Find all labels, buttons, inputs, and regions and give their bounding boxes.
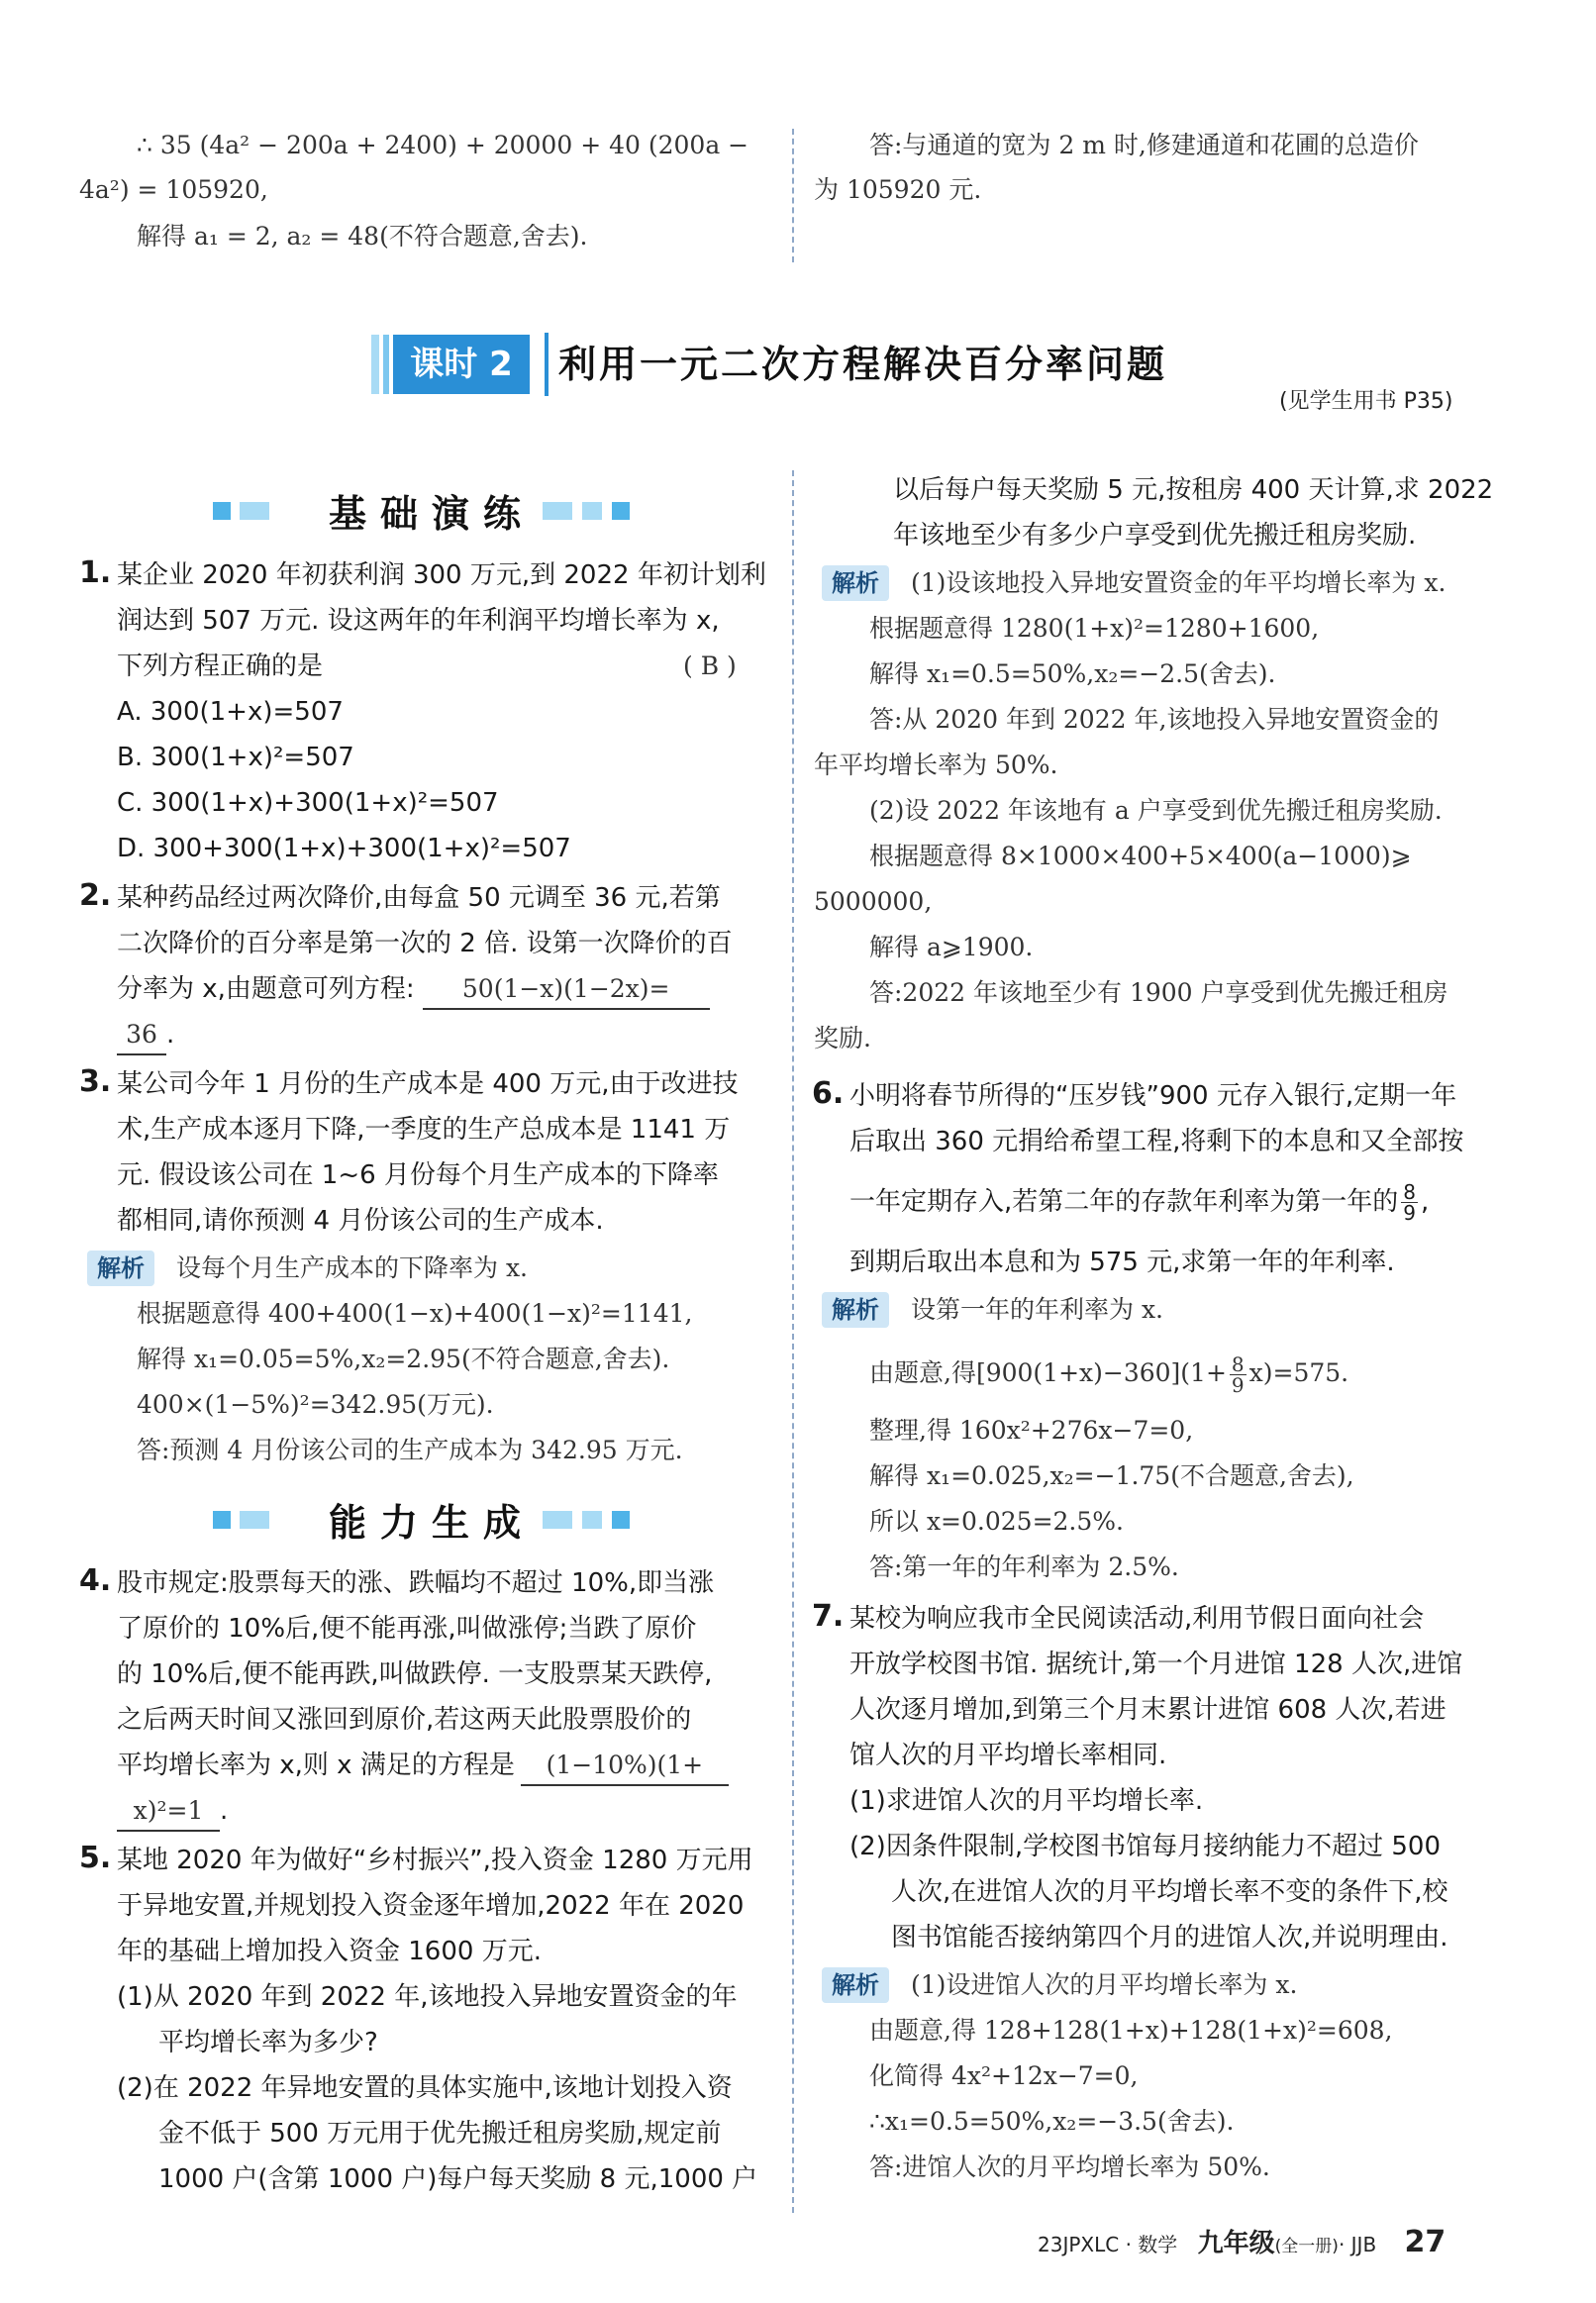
q5-sub2-line-2: 金不低于 500 万元用于优先搬迁租房奖励,规定前 [158,2119,722,2149]
q6-line-1: 小明将春节所得的“压岁钱”900 元存入银行,定期一年 [849,1081,1457,1111]
q6-solution-line-4: 答:第一年的年利率为 2.5%. [869,1552,1179,1581]
q6-analysis-tag: 解析 [822,1292,889,1328]
q6-solution-line-2: 解得 x₁=0.025,x₂=−1.75(不合题意,舍去), [869,1461,1354,1490]
q7-line-4: 馆人次的月平均增长率相同. [849,1741,1167,1770]
q6-solution-eq-c: x)=575. [1248,1358,1349,1387]
q5-analysis-tag: 解析 [822,565,889,601]
q4-line-1: 股市规定:股票每天的涨、跌幅均不超过 10%,即当涨 [117,1568,715,1598]
q1-answer: ( B ) [683,651,737,680]
q1-line-3: 下列方程正确的是 [117,651,324,681]
q6-line-2: 后取出 360 元捐给希望工程,将剩下的本息和又全部按 [849,1127,1464,1156]
q6-solution-first: 设第一年的年利率为 x. [911,1295,1163,1324]
q6-solution-eq-a: 由题意,得[900(1+x)−360] [869,1358,1181,1387]
q7-solution-line-3: ∴x₁=0.5=50%,x₂=−3.5(舍去). [869,2107,1235,2136]
q5-solution-first: (1)设该地投入异地安置资金的年平均增长率为 x. [911,568,1446,597]
q3-number: 3. [79,1064,112,1099]
q4-line-3: 的 10%后,便不能再跌,叫做跌停. 一支股票某天跌停, [117,1659,713,1689]
q5-solution-line-9: 答:2022 年该地至少有 1900 户享受到优先搬迁租房 [869,978,1448,1007]
q5-cont-line-2: 年该地至少有多少户享受到优先搬迁租房奖励. [893,521,1417,551]
q2-blank-2: 36 [117,1016,166,1055]
top-left-line-1: ∴ 35 (4a² − 200a + 2400) + 20000 + 40 (200a − [137,131,749,159]
q3-solution-line-4: 答:预测 4 月份该公司的生产成本为 342.95 万元. [137,1436,683,1464]
q7-solution-first: (1)设进馆人次的月平均增长率为 x. [911,1970,1298,1999]
q4-line-6 [117,1792,228,1832]
q6-solution-fraction [1230,1354,1247,1395]
lesson-title-bar [545,333,549,396]
q1-line-2: 润达到 507 万元. 设这两年的年利润平均增长率为 x, [117,606,720,636]
footer-code: 23JPXLC · 数学 [1038,2233,1178,2256]
q2-line-1: 某种药品经过两次降价,由每盒 50 元调至 36 元,若第 [117,883,721,913]
q2-line-2: 二次降价的百分率是第一次的 2 倍. 设第一次降价的百 [117,929,733,958]
q6-solution-fraction-denominator: 9 [1231,1373,1245,1397]
q6-line-3 [849,1182,1429,1223]
q5-line-1: 某地 2020 年为做好“乡村振兴”,投入资金 1280 万元用 [117,1846,753,1875]
q5-sub2-line-3: 1000 户(含第 1000 户)每户每天奖励 8 元,1000 户 [158,2164,758,2194]
q6-fraction-numerator: 8 [1403,1180,1416,1204]
q7-number: 7. [812,1599,845,1634]
q6-fraction-denominator: 9 [1403,1201,1416,1225]
q5-solution-line-8: 解得 a⩾1900. [869,933,1034,961]
q6-line-3-tail: , [1421,1187,1430,1217]
q4-line-4: 之后两天时间又涨回到原价,若这两天此股票股价的 [117,1705,692,1735]
q3-line-1: 某公司今年 1 月份的生产成本是 400 万元,由于改进技 [117,1069,739,1099]
q5-solution-line-10: 奖励. [814,1024,871,1052]
lesson-title: 利用一元二次方程解决百分率问题 [558,343,1168,386]
q7-sub2-line-3: 图书馆能否接纳第四个月的进馆人次,并说明理由. [891,1923,1448,1953]
q7-line-3: 人次逐月增加,到第三个月末累计进馆 608 人次,若进 [849,1695,1446,1725]
q2-line-4 [117,1016,174,1055]
page-number: 27 [1404,2225,1446,2259]
q7-sub1: (1)求进馆人次的月平均增长率. [849,1786,1204,1816]
top-left-line-2: 4a²) = 105920, [79,175,268,204]
q1-option-c: C. 300(1+x)+300(1+x)²=507 [117,788,499,818]
q5-solution-line-2: 解得 x₁=0.5=50%,x₂=−2.5(舍去). [869,659,1276,688]
q4-line-5-text: 平均增长率为 x,则 x 满足的方程是 [117,1751,515,1780]
q7-line-2: 开放学校图书馆. 据统计,第一个月进馆 128 人次,进馆 [849,1650,1463,1679]
q1-line-1: 某企业 2020 年初获利润 300 万元,到 2022 年初计划利 [117,560,766,590]
q7-sub2-line-1: (2)因条件限制,学校图书馆每月接纳能力不超过 500 [849,1832,1441,1861]
q3-line-4: 都相同,请你预测 4 月份该公司的生产成本. [117,1206,604,1236]
q6-line-3-text: 一年定期存入,若第二年的存款年利率为第一年的 [849,1187,1399,1217]
q6-line-4: 到期后取出本息和为 575 元,求第一年的年利率. [849,1248,1395,1277]
q7-sub2-line-2: 人次,在进馆人次的月平均增长率不变的条件下,校 [891,1877,1448,1907]
q3-solution-line-2: 解得 x₁=0.05=5%,x₂=2.95(不符合题意,舍去). [137,1345,670,1373]
q1-option-a: A. 300(1+x)=507 [117,697,344,727]
q2-line-3 [117,970,710,1010]
q7-solution-line-2: 化简得 4x²+12x−7=0, [869,2061,1139,2090]
footer-suffix: · JJB [1338,2233,1377,2256]
q4-line-5 [117,1747,729,1786]
main-column-divider [792,470,794,2213]
q3-solution-line-3: 400×(1−5%)²=342.95(万元). [137,1390,494,1419]
q3-line-2: 术,生产成本逐月下降,一季度的生产总成本是 1141 万 [117,1115,731,1145]
q6-number: 6. [812,1076,845,1111]
q2-line-3-text: 分率为 x,由题意可列方程: [117,974,415,1004]
footer-volume: (全一册) [1274,2237,1339,2256]
q5-solution-line-1: 根据题意得 1280(1+x)²=1280+1600, [869,614,1320,643]
lesson-badge-label: 课时 2 [393,335,530,394]
q6-solution-line-1: 整理,得 160x²+276x−7=0, [869,1416,1194,1445]
q5-line-3: 年的基础上增加投入资金 1600 万元. [117,1937,542,1966]
q6-fraction [1401,1182,1418,1223]
q6-solution-line-3: 所以 x=0.025=2.5%. [869,1507,1124,1536]
q7-solution-line-1: 由题意,得 128+128(1+x)+128(1+x)²=608, [869,2016,1393,2045]
q7-analysis-tag: 解析 [822,1967,889,2003]
q3-solution-line-1: 根据题意得 400+400(1−x)+400(1−x)²=1141, [137,1299,693,1328]
q4-line-2: 了原价的 10%后,便不能再涨,叫做涨停;当跌了原价 [117,1614,697,1644]
section-basic-title: 基础演练 [329,492,536,536]
top-left-line-3: 解得 a₁ = 2, a₂ = 48(不符合题意,舍去). [137,222,588,250]
q1-option-d: D. 300+300(1+x)+300(1+x)²=507 [117,834,571,863]
q5-number: 5. [79,1841,112,1875]
q2-number: 2. [79,878,112,913]
q3-analysis-tag: 解析 [87,1251,154,1286]
q2-blank-1: 50(1−x)(1−2x)= [423,970,710,1010]
q6-solution-fraction-numerator: 8 [1231,1352,1245,1376]
section-ability-title: 能力生成 [329,1501,536,1545]
q5-line-2: 于异地安置,并规划投入资金逐年增加,2022 年在 2020 [117,1891,745,1921]
q3-solution-first: 设每个月生产成本的下降率为 x. [176,1253,528,1282]
q2-tail: . [166,1020,175,1050]
q5-sub2-line-1: (2)在 2022 年异地安置的具体实施中,该地计划投入资 [117,2073,733,2103]
footer-grade: 九年级 [1197,2229,1275,2258]
q6-solution-eq-b: (1+ [1180,1358,1227,1387]
lesson-reference: (见学生用书 P35) [1279,389,1453,414]
footer [1038,2225,1446,2264]
top-column-divider [792,129,794,262]
q6-solution-eq [869,1354,1348,1395]
q1-option-b: B. 300(1+x)²=507 [117,743,354,772]
q5-solution-line-6: 根据题意得 8×1000×400+5×400(a−1000)⩾ [869,842,1412,870]
q5-solution-line-5: (2)设 2022 年该地有 a 户享受到优先搬迁租房奖励. [869,796,1443,825]
q5-solution-line-3: 答:从 2020 年到 2022 年,该地投入异地安置资金的 [869,705,1440,734]
q4-blank-2: x)²=1 [117,1792,220,1832]
q5-solution-line-7: 5000000, [814,887,933,916]
top-right-line-2: 为 105920 元. [814,175,982,204]
q5-cont-line-1: 以后每户每天奖励 5 元,按租房 400 天计算,求 2022 [893,475,1494,505]
q4-number: 4. [79,1563,112,1598]
q3-line-3: 元. 假设该公司在 1~6 月份每个月生产成本的下降率 [117,1160,719,1190]
q7-line-1: 某校为响应我市全民阅读活动,利用节假日面向社会 [849,1604,1425,1634]
q5-sub1-line-2: 平均增长率为多少? [158,2028,378,2057]
q5-solution-line-4: 年平均增长率为 50%. [814,751,1058,779]
lesson-badge [371,335,530,394]
q7-solution-line-4: 答:进馆人次的月平均增长率为 50%. [869,2153,1270,2181]
top-right-line-1: 答:与通道的宽为 2 m 时,修建通道和花圃的总造价 [869,131,1419,159]
q4-blank-1: (1−10%)(1+ [521,1747,729,1786]
q5-sub1-line-1: (1)从 2020 年到 2022 年,该地投入异地安置资金的年 [117,1982,738,2012]
q4-tail: . [220,1796,229,1826]
q1-number: 1. [79,555,112,590]
